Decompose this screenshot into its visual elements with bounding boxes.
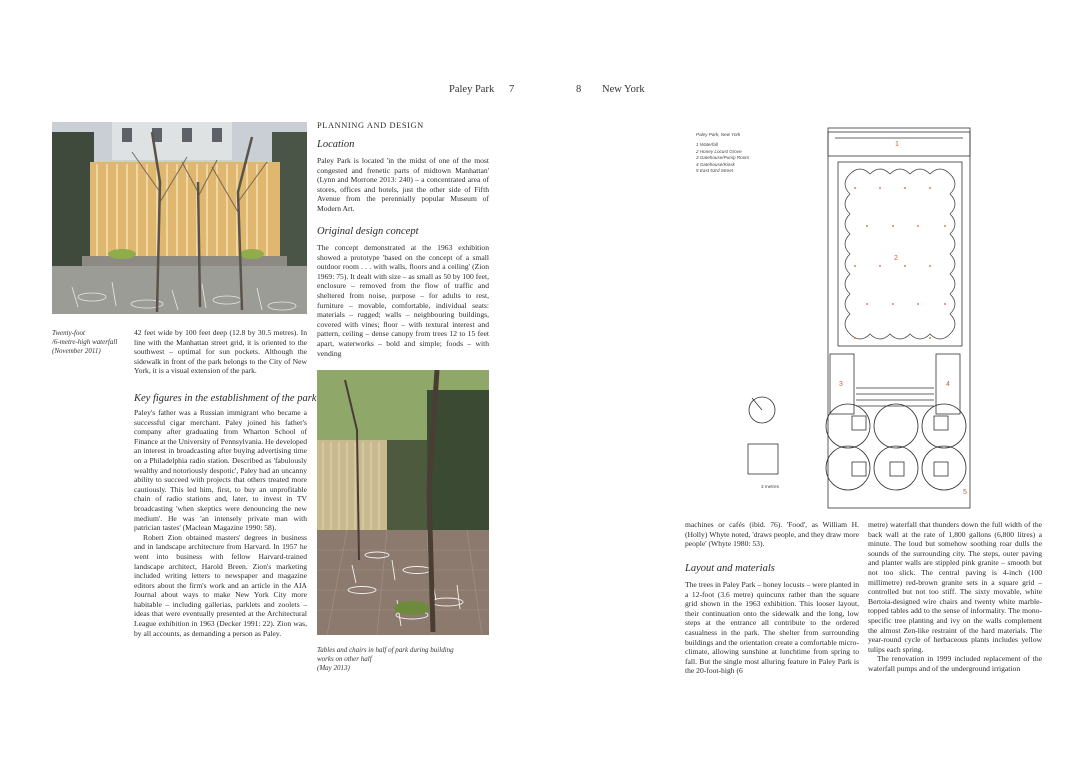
waterfall-caption [52,329,130,356]
sidewalk-tree [826,446,870,490]
running-title-left: Paley Park [449,84,495,95]
caption-line: Twenty-foot [52,329,85,337]
layout-materials-heading: Layout and materials [685,563,775,574]
legend-item: 5 East 53rd Street [696,168,734,174]
body-paragraph: The trees in Paley Park – honey locusts – were planted in a 12-foot (3.6 metre) quincunx rather than the square grid shown in the 1963 exhibition. This looser layout, their continuation onto the sidewalk and the long, low steps at the entrance all contribute to the ordered casualness in the park. The shelter from surrounding buildings and the orientation create a comfortable micro-climate, allowing sunshine at lunchtime from spring to fall. But the single most alluring feature in Paley Park is the 20-foot-high (6 [685,580,859,676]
body-paragraph: The renovation in 1999 included replacement of the waterfall pumps and of the underground irrigation [868,654,1042,673]
legend-item: 1 Waterfall [696,142,718,148]
page-number-right: 8 [576,84,582,95]
site-plan [740,126,980,516]
legend-item: 3 Gatehouse/Pump Room [696,155,750,161]
right-column-2 [868,520,1042,674]
scale-square [748,444,778,474]
tree-canopy-outline [845,169,955,339]
page-number-left: 7 [509,84,515,95]
caption-line: (November 2011) [52,347,101,355]
caption-line: /6-metre-high waterfall [52,338,118,346]
plan-number-5: 5 [963,489,967,496]
waterfall-block [828,132,970,156]
scale-label: 3 metres [761,484,779,489]
legend-item: 4 Gatehouse/Kiosk [696,161,735,167]
body-paragraph: Paley Park is located 'in the midst of one of the most congested and frenetic parts of midtown Manhattan' (Lynn and Morrone 2013: 240) – a concentrated area of stores, offices and hotels, just the other side of Fifth Avenue from the perennially popular Museum of Modern Art. [317,156,489,213]
location-text [317,156,489,214]
grove-area [838,162,962,346]
concept-text [317,243,489,358]
plan-number-4: 4 [946,381,950,388]
left-column-text [134,328,307,376]
sidewalk-tree [922,404,966,448]
caption-line: (May 2013) [317,664,350,672]
caption-line: works on other half [317,655,372,663]
body-paragraph: machines or cafés (ibid. 76). 'Food', as William H. (Holly) Whyte noted, 'draws people, and they draw more people' (Whyte 1980: 53). [685,520,859,549]
key-figures-text [134,408,307,638]
right-column-1 [685,520,859,549]
key-figures-heading: Key figures in the establishment of the park [134,393,317,404]
legend-item: 2 Honey Locust Grove [696,148,742,154]
body-paragraph: metre) waterfall that thunders down the full width of the back wall at the rate of 1,800 gallons (6,800 litres) a minute. The loud but somehow soothing roar dulls the sounds of the surrounding city. The steps, outer paving and planter walls are stippled pink granite – smooth but not too slick. The central paving is 4-inch (100 millimetre) red-brown granite sets in a square grid – controlled but not too stiff. The sixty movable, white Bertoia-designed wire chairs and twenty white marble-topped tables add to the sense of informality. The mono-specific tree planting and ivy on the walls complement the almost Zen-like restraint of the hard materials. The year-round cycle of herbaceous plants includes yellow tulips each spring. [868,520,1042,654]
plan-number-3: 3 [839,381,843,388]
original-concept-heading: Original design concept [317,226,419,237]
caption-line: Tables and chairs in half of park during building [317,646,454,654]
layout-materials-text [685,580,859,676]
plan-number-2: 2 [894,255,898,262]
plan-number-1: 1 [895,141,899,148]
sidewalk-tree [874,404,918,448]
sidewalk-tree [826,404,870,448]
waterfall-photo [52,122,307,314]
body-paragraph: 42 feet wide by 100 feet deep (12.8 by 30.5 metres). In line with the Manhattan street grid, it is oriented to the southwest – optimal for sun pockets. Although the sidewalk in front of the park belongs to the City of New York, it is a visual extension of the park. [134,328,307,376]
tables-chairs-caption [317,646,489,673]
sidewalk-tree [922,446,966,490]
sidewalk-tree [874,446,918,490]
body-paragraph: Paley's father was a Russian immigrant who became a successful cigar merchant. Paley joined his father's company after graduating from Wharton School of Finance at the University of Pennsylvania. He developed an interest in broadcasting after buying advertising time on a Philadelphia radio station. Described as 'fabulously wealthy and notoriously despotic', Paley had an uncanny ability to succeed with projects that others treated more cautiously. This led him, first, to buy an unprofitable chain of radio stations and, later, to invest in TV broadcasting 'when skeptics were denouncing the new medium'. He was 'an intensely private man with patrician tastes' (Maclean Magazine 1990: 58). [134,408,307,533]
plan-title: Paley Park, New York [696,132,741,137]
waterfall-photo-illustration [52,122,307,314]
tables-chairs-photo [317,370,489,635]
running-title-right: New York [602,84,645,95]
body-paragraph: Robert Zion obtained masters' degrees in business and in landscape architecture from Harvard. In 1957 he went into business with fellow Harvard-trained landscape architect, Harold Breen. Zion's marketing included writing letters to newspaper and magazine editors about the firm's work and an article in the AIA Journal about ways to make New York City more habitable – including gallerias, parklets and zoolets – ideas that were eventually presented at the Architectural League exhibition in 1963 (Decker 1991: 22). Zion was, by all accounts, as demanding a person as Paley. [134,532,307,638]
tables-chairs-photo-illustration [317,370,489,635]
planning-design-heading: PLANNING AND DESIGN [317,121,424,130]
body-paragraph: The concept demonstrated at the 1963 exhibition showed a prototype 'based on the concept of a small outdoor room . . . with walls, floors and a ceiling' (Zion 1969: 75). It dealt with size – as small as 50 by 100 feet, enclosure – removed from the flow of traffic and sheltered from noise, purpose – for adults to rest, furniture – movable, comfortable, individual seats: materials – rugged; walls – neighbouring buildings, covered with vines; floor – with textural interest and pattern, ceiling – dense canopy from trees 12 to 15 feet apart, waterworks – bold and simple; foods – with vending [317,243,489,358]
location-heading: Location [317,139,355,150]
site-boundary [828,128,970,508]
